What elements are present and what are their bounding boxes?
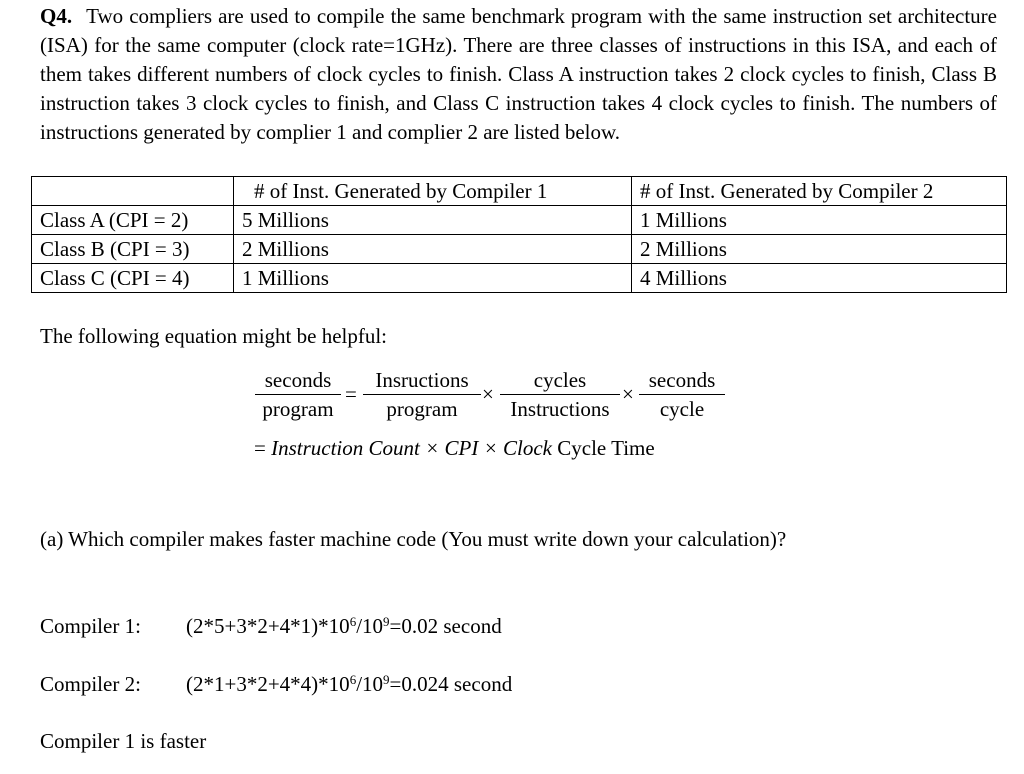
answer-expression: (2*1+3*2+4*4)*10 [186,672,350,696]
answer-label: Compiler 1: [40,614,141,638]
table-header-cell: # of Inst. Generated by Compiler 2 [632,177,1007,206]
fraction-denominator: cycle [659,397,705,421]
fraction-numerator: seconds [264,368,332,392]
part-a-question: (a) Which compiler makes faster machine code (You must write down your calculation)? [40,527,787,551]
answer-divisor: /10 [356,614,384,638]
answer-exponent: 9 [383,614,390,629]
table-cell: 2 Millions [234,235,632,264]
table-header-cell [32,177,234,206]
fraction-numerator: Insructions [375,368,469,392]
table-header-row [32,177,1007,206]
answer-expression: (2*5+3*2+4*1)*10 [186,614,350,638]
fraction-seconds-per-cycle [639,366,725,423]
fraction-instructions-per-program [363,366,481,423]
answer-result: =0.024 second [389,672,513,696]
times-sign: × [482,382,494,406]
answer-label: Compiler 2: [40,672,141,696]
answer-exponent: 6 [349,672,357,687]
table-cell: 1 Millions [632,206,1007,235]
equation-line-2 [254,436,655,461]
times-sign: × [622,382,634,406]
equation-intro: The following equation might be helpful: [40,324,388,348]
equation-line2-tail: Cycle Time [557,436,655,460]
instruction-table [31,176,1007,293]
table-row [32,206,1007,235]
equation-line2-italic: Instruction Count × CPI × Clock [271,436,558,460]
table-cell: 5 Millions [234,206,632,235]
equation-line2-prefix: = [254,436,272,460]
fraction-numerator: seconds [648,368,716,392]
fraction-denominator: program [262,397,334,421]
table-cell: 1 Millions [234,264,632,293]
table-row [32,264,1007,293]
question-paragraph [40,2,997,147]
answer-divisor: /10 [356,672,384,696]
table-cell: 4 Millions [632,264,1007,293]
answer-compiler-1 [40,614,502,639]
fraction-seconds-per-program [255,366,341,423]
fraction-numerator: cycles [533,368,587,392]
equals-sign: = [345,382,357,406]
table-header-cell: # of Inst. Generated by Compiler 1 [234,177,632,206]
table-cell: Class B (CPI = 3) [32,235,234,264]
table-row [32,235,1007,264]
fraction-denominator: program [386,397,458,421]
question-text: Two compliers are used to compile the same benchmark program with the same instruction set architecture (ISA) for the same computer (clock rate=1GHz). There are three classes of instructions in this ISA, and each of them takes different numbers of clock cycles to finish. Class A instruction takes 2 clock cycles to finish, Class B instruction takes 3 clock cycles to finish, and Class C instruction takes 4 clock cycles to finish. The numbers of instructions generated by complier 1 and complier 2 are listed below. [40,4,997,144]
answer-exponent: 6 [349,614,357,629]
answer-compiler-2 [40,672,512,697]
fraction-cycles-per-instruction [500,366,620,423]
answer-result: =0.02 second [389,614,502,638]
table-cell: 2 Millions [632,235,1007,264]
fraction-denominator: Instructions [510,397,610,421]
conclusion: Compiler 1 is faster [40,729,207,753]
question-label: Q4. [40,4,73,28]
answer-exponent: 9 [383,672,390,687]
table-cell: Class A (CPI = 2) [32,206,234,235]
table-cell: Class C (CPI = 4) [32,264,234,293]
